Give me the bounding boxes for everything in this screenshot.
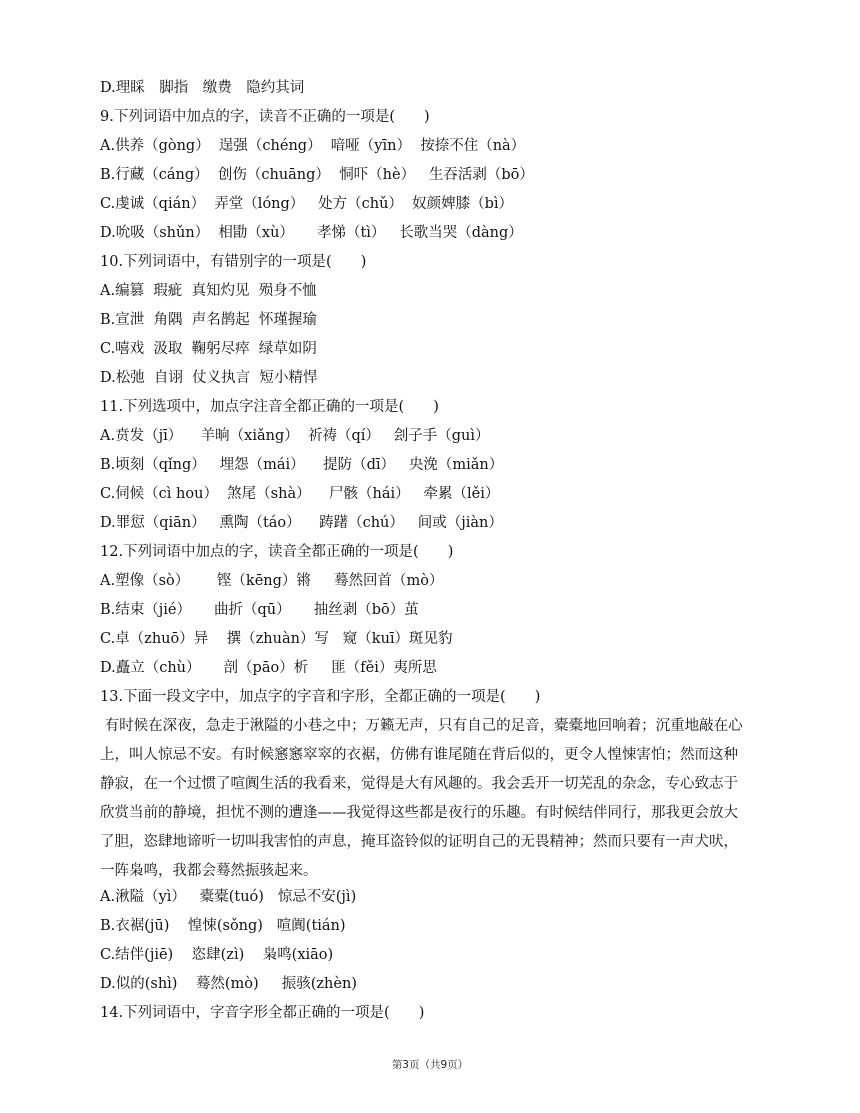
passage-line: 有时候在深夜，急走于湫隘的小巷之中；万籁无声，只有自己的足音，橐橐地回响着；沉重地敲在心 — [100, 718, 743, 734]
option-line: D.似的(shì) 蓦然(mò) 振骇(zhèn) — [100, 976, 357, 992]
option-line: C.嘻戏 汲取 鞠躬尽瘁 绿草如阴 — [100, 341, 317, 357]
page-footer: 第3页（共9页） — [391, 1059, 469, 1071]
option-line: D.松弛 自诩 仗义执言 短小精悍 — [100, 370, 318, 386]
option-line: B.结束（jié） 曲折（qū） 抽丝剥（bō）茧 — [100, 602, 419, 618]
option-line: C.卓（zhuō）异 撰（zhuàn）写 窥（kuī）斑见豹 — [100, 631, 453, 647]
passage-line: 一阵枭鸣，我都会蓦然振骇起来。 — [100, 863, 318, 879]
question-13: 13.下面一段文字中，加点字的字音和字形，全都正确的一项是( ) — [100, 689, 541, 705]
passage-line: 欣赏当前的静境，担忧不测的遭逢——我觉得这些都是夜行的乐趣。有时候结伴同行，那我更会放大 — [100, 805, 738, 821]
passage-line: 上，叫人惊忌不安。有时候窸窸窣窣的衣裾，仿佛有谁尾随在背后似的，更令人惶悚害怕；然而这种 — [100, 747, 738, 763]
option-line: C.虔诚（qián） 弄堂（lóng） 处方（chǔ） 奴颜婢膝（bì） — [100, 196, 514, 212]
question-12: 12.下列词语中加点的字，读音全都正确的一项是( ) — [100, 544, 454, 560]
option-line: A.编篡 瑕疵 真知灼见 殒身不恤 — [100, 283, 317, 299]
option-line: D.理睬 脚指 缴费 隐约其词 — [100, 80, 305, 96]
option-line: A.湫隘（yì） 橐橐(tuó) 惊忌不安(jì) — [100, 889, 357, 905]
question-11: 11.下列选项中，加点字注音全都正确的一项是( ) — [100, 399, 439, 415]
option-line: D.吮吸（shǔn） 相勖（xù） 孝悌（tì） 长歌当哭（dàng） — [100, 225, 523, 241]
passage-line: 静寂，在一个过惯了喧阗生活的我看来，觉得是大有风趣的。我会丢开一切芜乱的杂念，专心致志于 — [100, 776, 738, 792]
option-line: D.矗立（chù） 剖（pāo）析 匪（fěi）夷所思 — [100, 660, 437, 676]
option-line: C.结伴(jiē) 恣肆(zì) 枭鸣(xiāo) — [100, 947, 334, 963]
option-line: B.宣泄 角隅 声名鹊起 怀瑾握瑜 — [100, 312, 317, 328]
option-line: A.供养（gòng） 逞强（chéng） 喑哑（yīn） 按捺不住（nà） — [100, 138, 526, 154]
option-line: A.贲发（jī） 羊晌（xiǎng） 祈祷（qí） 刽子手（guì） — [100, 428, 490, 444]
question-9: 9.下列词语中加点的字，读音不正确的一项是( ) — [100, 109, 430, 125]
option-line: C.伺候（cì hou） 煞尾（shà） 尸骸（hái） 牵累（lěi） — [100, 486, 500, 502]
passage-line: 了胆，恣肆地谛听一切叫我害怕的声息，掩耳盗铃似的证明自己的无畏精神；然而只要有一声犬吠， — [100, 834, 738, 850]
question-10: 10.下列词语中，有错别字的一项是( ) — [100, 254, 367, 270]
option-line: D.罪愆（qiān） 熏陶（táo） 踌躇（chú） 间或（jiàn） — [100, 515, 503, 531]
question-14: 14.下列词语中，字音字形全都正确的一项是( ) — [100, 1005, 425, 1021]
option-line: A.塑像（sò） 铿（kēng）锵 蓦然回首（mò） — [100, 573, 444, 589]
option-line: B.行藏（cáng） 创伤（chuāng） 恫吓（hè） 生吞活剥（bō） — [100, 167, 534, 183]
reading-passage — [100, 712, 760, 886]
option-line: B.衣裾(jū) 惶悚(sǒng) 喧阗(tián) — [100, 918, 346, 934]
option-line: B.顷刻（qǐng） 埋怨（mái） 提防（dī） 央浼（miǎn） — [100, 457, 504, 473]
